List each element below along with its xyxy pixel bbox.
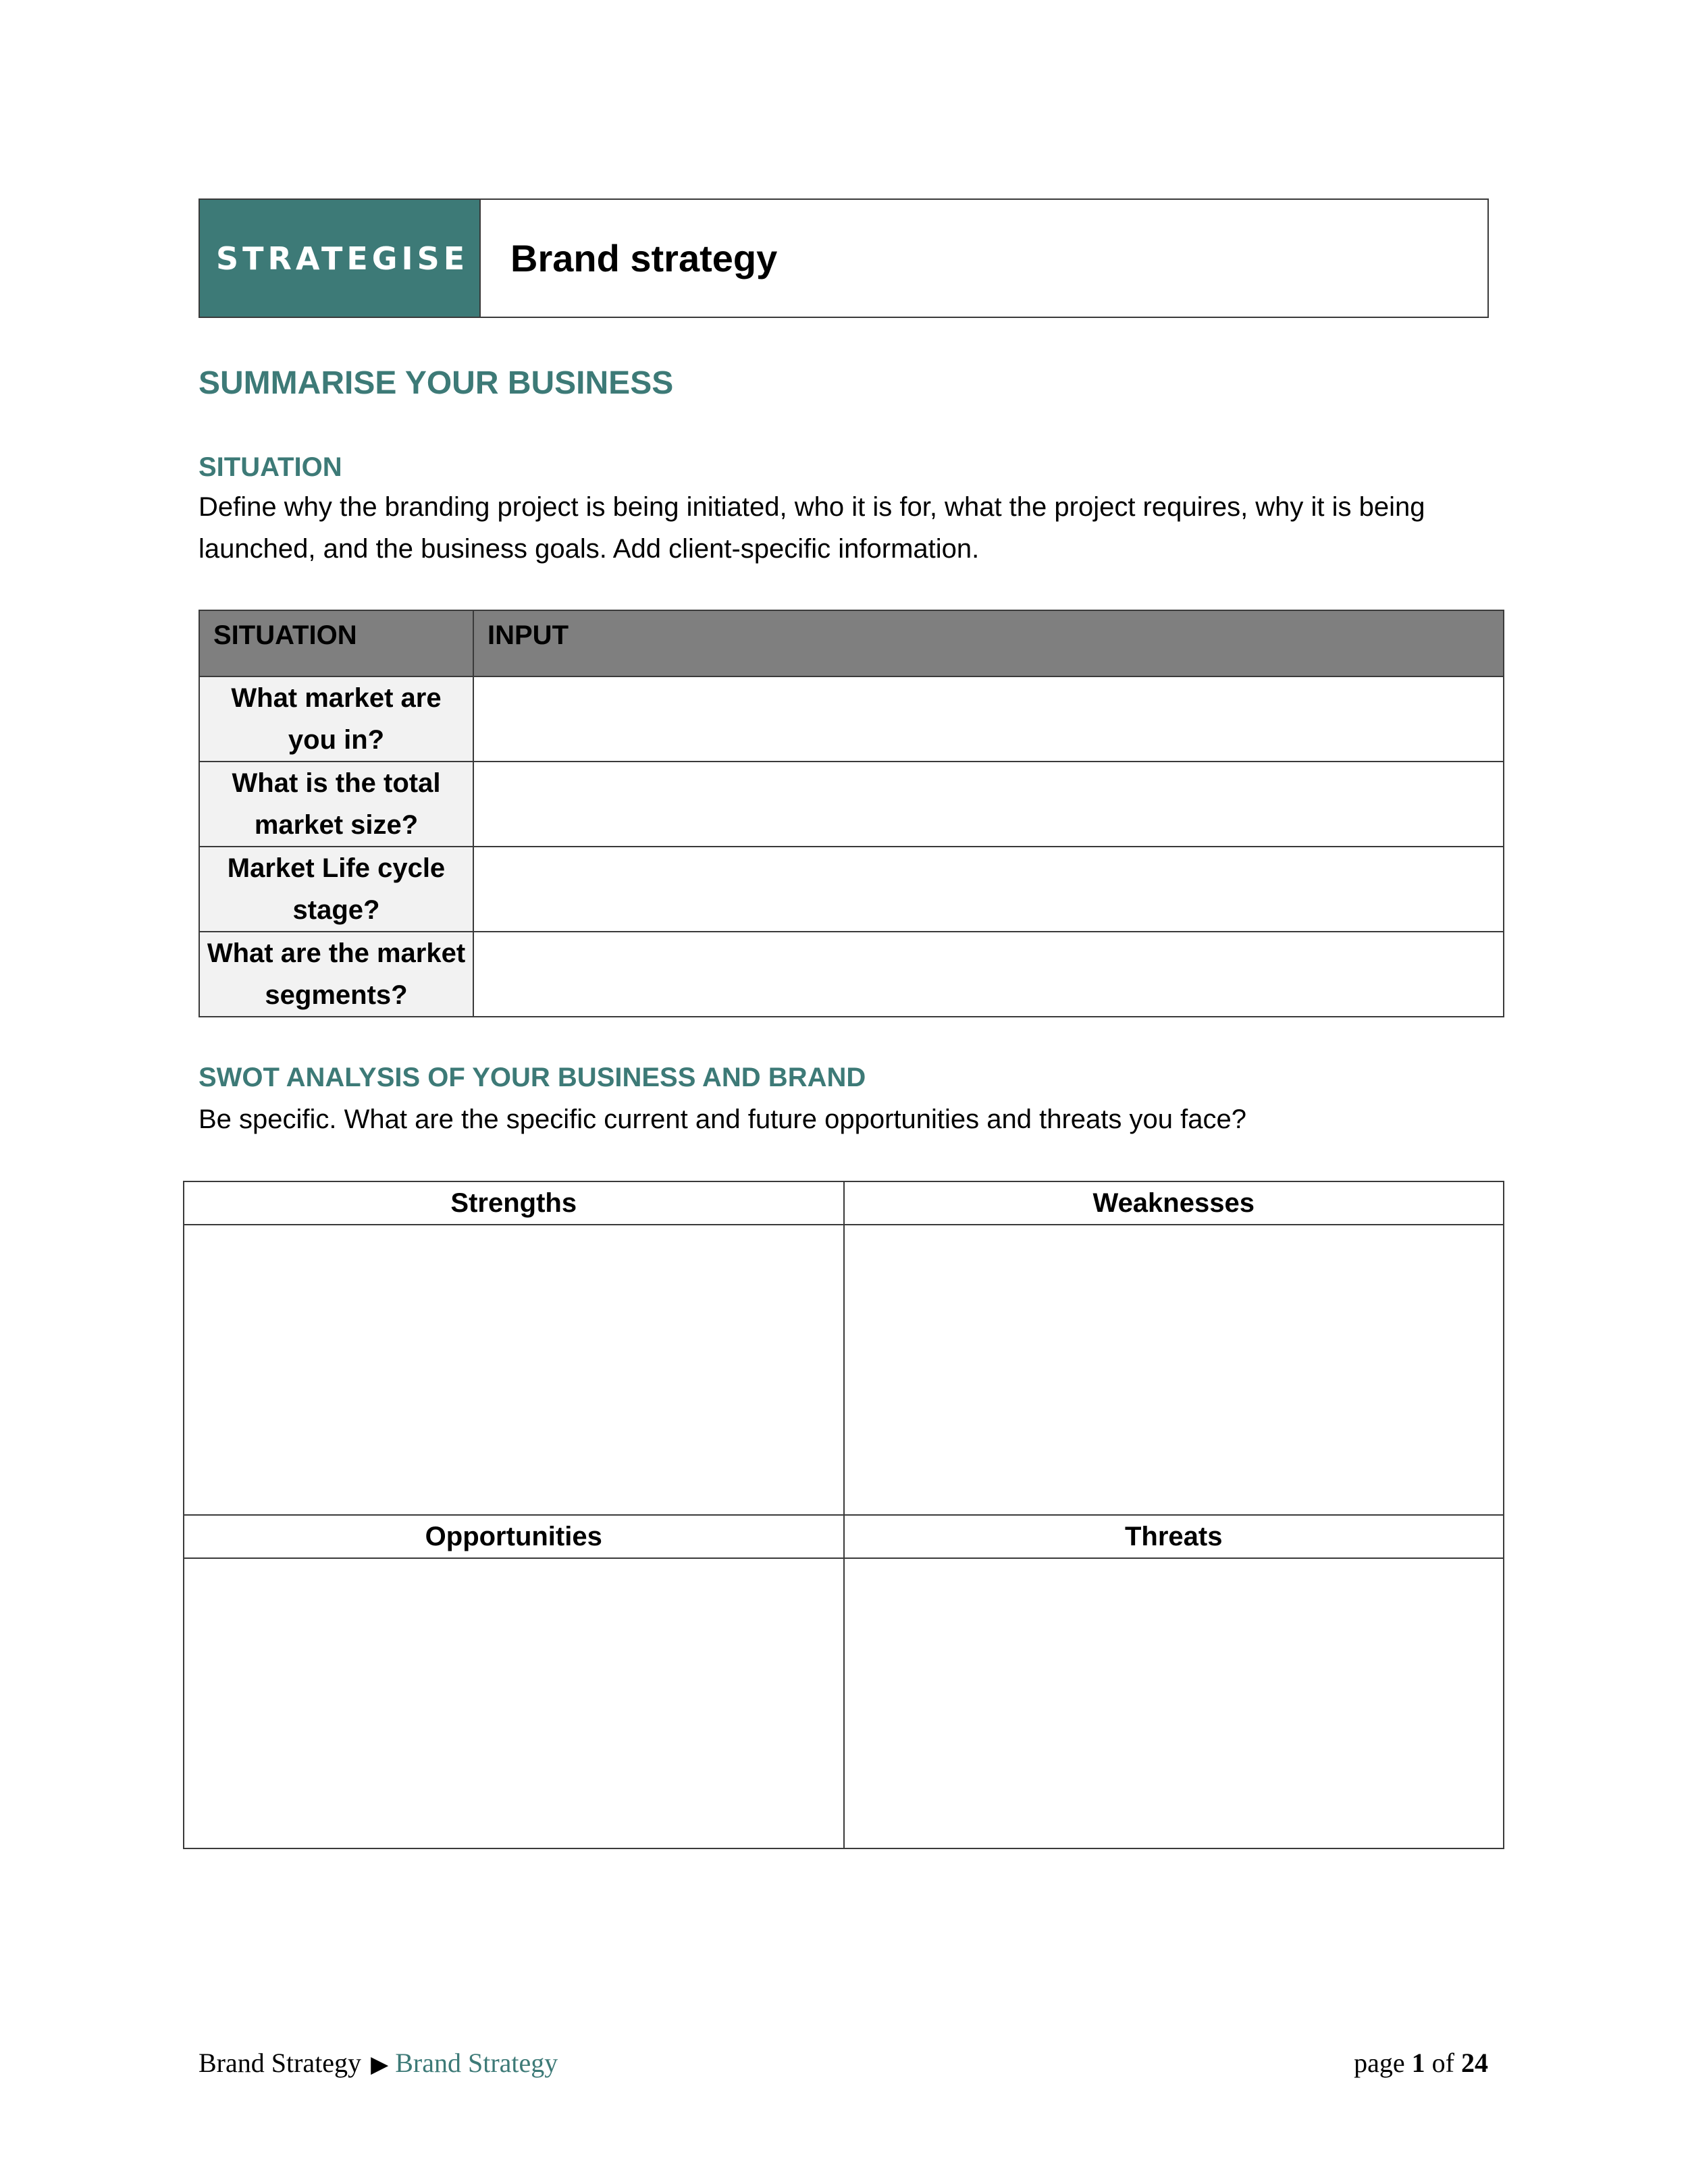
document-title: Brand strategy [510,237,778,279]
situation-description: Define why the branding project is being initiated, who it is for, what the project requires, why it is being launched, and the business goals. Add client-specific information. [199,492,1425,564]
page-prefix: page [1354,2048,1405,2078]
summary-heading: SUMMARISE YOUR BUSINESS [199,365,674,401]
swot-header-row [184,1181,1504,1225]
input-cell[interactable] [473,847,1504,932]
table-row [199,932,1504,1017]
swot-heading: SWOT ANALYSIS OF YOUR BUSINESS AND BRAND [199,1063,866,1092]
threats-header: Threats [844,1515,1504,1558]
page-total: 24 [1461,2048,1488,2078]
title-block [481,200,1487,317]
input-cell[interactable] [473,932,1504,1017]
opportunities-header: Opportunities [184,1515,844,1558]
threats-input-cell[interactable] [844,1558,1504,1848]
opportunities-input-cell[interactable] [184,1558,844,1848]
page-current: 1 [1411,2048,1425,2078]
situation-table [199,610,1504,1017]
triangle-right-icon: ▶ [371,2052,389,2077]
situation-column-header: SITUATION [199,610,473,676]
table-row [199,762,1504,847]
input-cell[interactable] [473,676,1504,762]
table-row [199,847,1504,932]
swot-input-row [184,1558,1504,1848]
weaknesses-input-cell[interactable] [844,1225,1504,1515]
swot-header-row [184,1515,1504,1558]
table-row [199,676,1504,762]
question-cell: Market Life cycle stage? [199,847,473,932]
breadcrumb-parent: Brand Strategy [199,2048,362,2078]
strengths-input-cell[interactable] [184,1225,844,1515]
swot-description: Be specific. What are the specific current and future opportunities and threats you face? [199,1104,1246,1134]
footer-breadcrumb [199,2047,558,2079]
document-header [199,198,1489,318]
page-of: of [1431,2048,1454,2078]
input-column-header: INPUT [473,610,1504,676]
swot-table [183,1181,1504,1849]
question-cell: What are the market segments? [199,932,473,1017]
question-cell: What market are you in? [199,676,473,762]
breadcrumb-current: Brand Strategy [395,2048,558,2078]
situation-heading: SITUATION [199,452,342,482]
strengths-header: Strengths [184,1181,844,1225]
swot-input-row [184,1225,1504,1515]
strategise-logo [200,200,481,317]
page-number [1354,2047,1488,2079]
input-cell[interactable] [473,762,1504,847]
logo-text: STRATEGISE [216,240,469,277]
question-cell: What is the total market size? [199,762,473,847]
weaknesses-header: Weaknesses [844,1181,1504,1225]
table-header-row [199,610,1504,676]
